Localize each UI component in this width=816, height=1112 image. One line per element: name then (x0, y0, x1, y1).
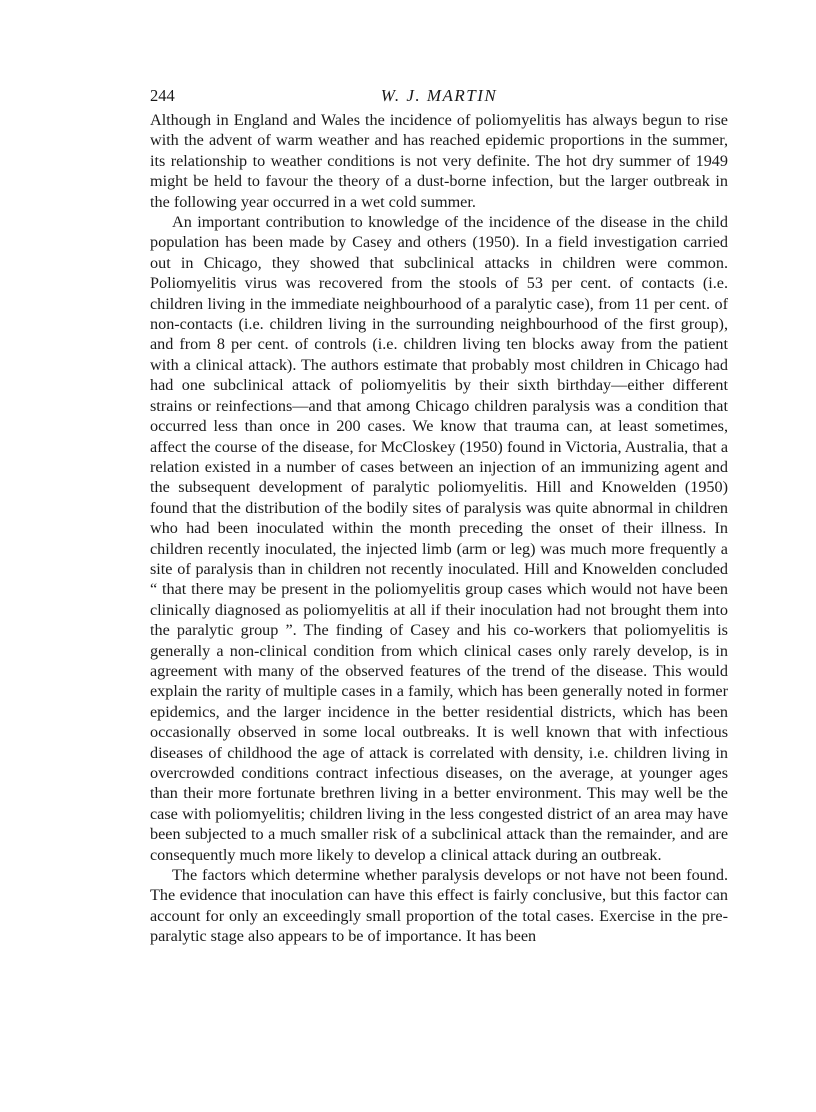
running-head (150, 82, 728, 110)
paragraph-subclinical-attacks: An important contribution to knowledge of the incidence of the disease in the child population has been made by Casey and others (1950). In a field investigation carried out in Chicago, they showed that subclinical attacks in children were common. Poliomyelitis virus was recovered from the stools of 53 per cent. of contacts (i.e. children living in the immediate neighbourhood of a paralytic case), from 11 per cent. of non-contacts (i.e. children living in the surrounding neighbourhood of the first group), and from 8 per cent. of controls (i.e. children living ten blocks away from the patient with a clinical attack). The authors estimate that probably most children in Chicago had had one subclinical attack of poliomyelitis by their sixth birthday—either different strains or reinfections—and that among Chicago children paralysis was a condition that occurred less than once in 200 cases. We know that trauma can, at least sometimes, affect the course of the disease, for McCloskey (1950) found in Victoria, Australia, that a relation existed in a number of cases between an injection of an immunizing agent and the subsequent development of paralytic poliomyelitis. Hill and Knowelden (1950) found that the distribution of the bodily sites of paralysis was quite abnormal in children who had been inoculated within the month preceding the onset of their illness. In children recently inoculated, the injected limb (arm or leg) was much more frequently a site of paralysis than in children not recently inoculated. Hill and Knowelden concluded “ that there may be present in the poliomyelitis group cases which would not have been clinically diagnosed as poliomyelitis at all if their inoculation had not brought them into the paralytic group ”. The finding of Casey and his co-workers that poliomyelitis is generally a non-clinical condition from which clinical cases only rarely develop, is in agreement with many of the observed features of the trend of the disease. This would explain the rarity of multiple cases in a family, which has been generally noted in former epidemics, and the larger incidence in the better residential districts, which has been occasionally observed in some local outbreaks. It is well known that with infectious diseases of childhood the age of attack is correlated with density, i.e. children living in overcrowded conditions contract infectious diseases, on the average, at younger ages than their more fortunate brethren living in a better environment. This may well be the case with poliomyelitis; children living in the less congested district of an area may have been subjected to a much smaller risk of a subclinical attack than the remainder, and are consequently much more likely to develop a clinical attack during an outbreak. (150, 213, 728, 864)
paragraph-weather: Although in England and Wales the incidence of poliomyelitis has always begun to rise with the advent of warm weather and has reached epidemic proportions in the summer, its relationship to weather conditions is not very definite. The hot dry summer of 1949 might be held to favour the theory of a dust-borne infection, but the larger outbreak in the following year occurred in a wet cold summer. (150, 111, 728, 211)
page-number: 244 (150, 86, 175, 105)
article-body (150, 110, 728, 947)
paragraph-paralysis-factors: The factors which determine whether paralysis develops or not have not been found. The evidence that inoculation can have this effect is fairly conclusive, but this factor can account for only an exceedingly small proportion of the total cases. Exercise in the pre-paralytic stage also appears to be of importance. It has been (150, 866, 728, 946)
running-head-author: W. J. MARTIN (380, 86, 498, 105)
journal-page (150, 82, 728, 947)
